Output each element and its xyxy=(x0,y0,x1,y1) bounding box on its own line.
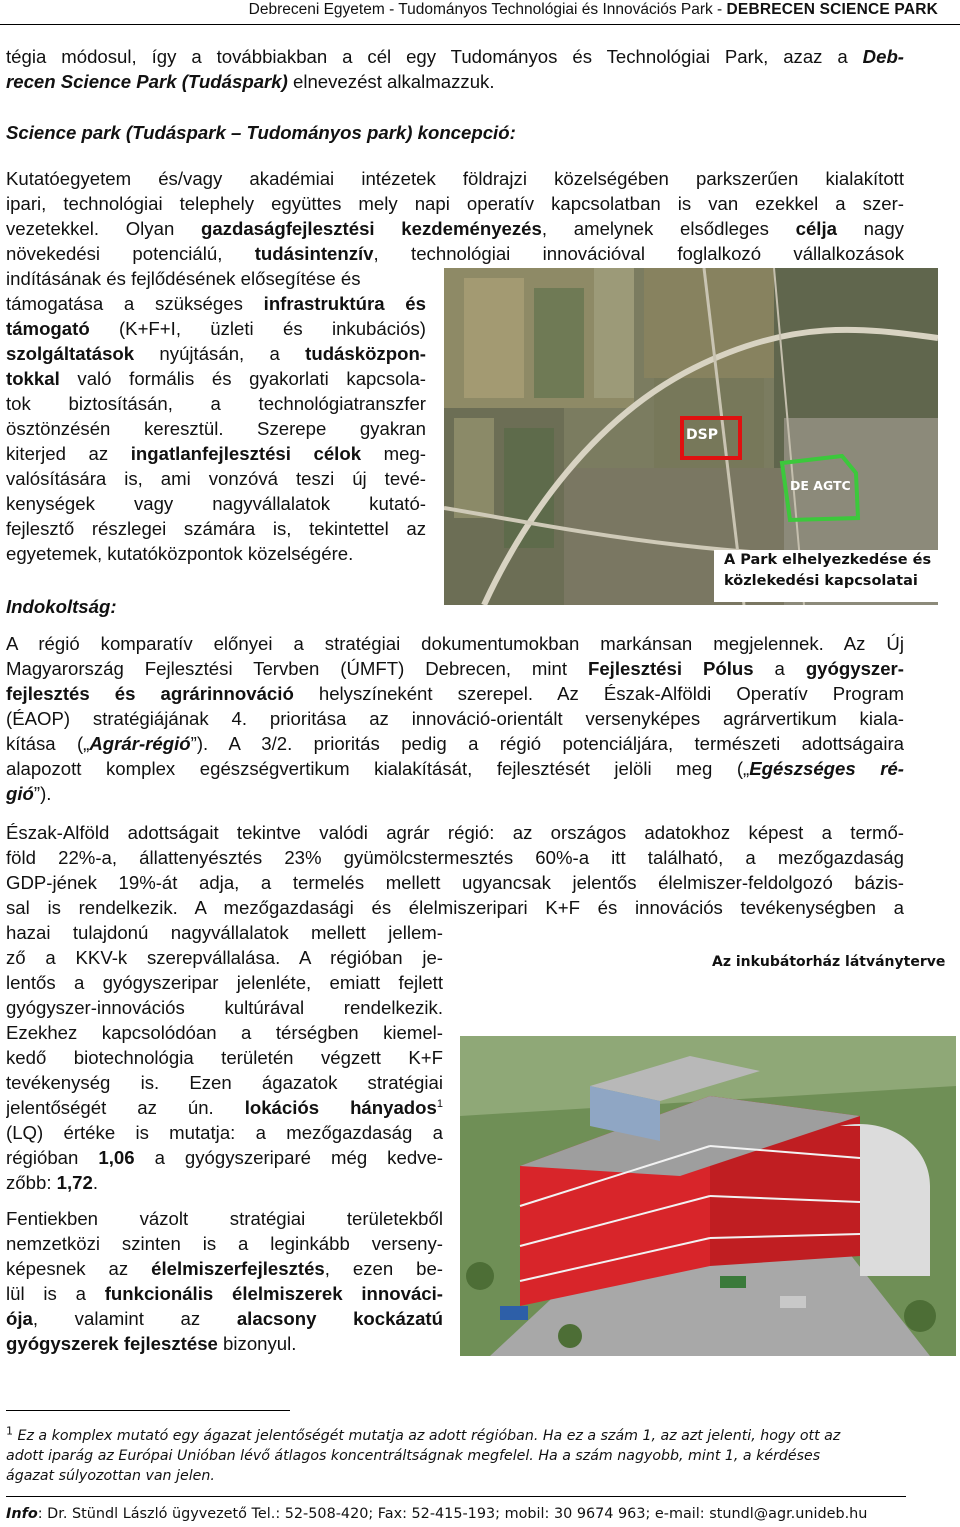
paragraph-line: (ÉAOP) stratégiájának 4. prioritása az innováció-orientált versenyképes agrárvertikum kiala- xyxy=(6,708,904,729)
paragraph-line: támogató (K+F+I, üzleti és inkubációs) xyxy=(6,318,426,339)
paragraph-line: alapozott komplex egészségvertikum kialakítását, fejlesztését jelöli meg („Egészséges ré- xyxy=(6,758,904,779)
footnote-line: adott iparág az Európai Unióban lévő átlagos koncentráltságnak megfelel. Ha a szám nagyobb, mint 1, a kérdéses xyxy=(6,1448,821,1464)
paragraph-line: ipari, technológiai telephely együttes mely napi operatív kapcsolatban is van ezekkel a szer- xyxy=(6,193,904,214)
paragraph-line: régióban 1,06 a gyógyszeriparé még kedve- xyxy=(6,1147,443,1168)
building-illustration xyxy=(460,976,956,1356)
paragraph-line: ösztönzésén keresztül. Szerepe gyakran xyxy=(6,418,426,439)
paragraph-line: tevékenység is. Ezen ágazatok stratégiai xyxy=(6,1072,443,1093)
paragraph-line: kedő biotechnológia területén végzett K+F xyxy=(6,1047,443,1068)
footnote-number: 1 xyxy=(6,1424,13,1438)
paragraph-line: tok biztosításán, a technológiatranszfer xyxy=(6,393,426,414)
footnote-ref[interactable]: 1 xyxy=(436,1097,443,1110)
running-header xyxy=(0,0,960,25)
footer-contact[interactable]: : Dr. Stündl László ügyvezető Tel.: 52-508-420; Fax: 52-415-193; mobil: 30 9674 963; e-mail: stundl@agr.unideb.hu xyxy=(37,1506,868,1522)
paragraph-line: kiterjed az ingatlanfejlesztési célok meg- xyxy=(6,443,426,464)
footer-info xyxy=(6,1506,867,1522)
paragraph-line: Ezekhez kapcsolódóan a térségben kiemel- xyxy=(6,1022,443,1043)
paragraph-line: lül is a funkcionális élelmiszerek innováci- xyxy=(6,1283,443,1304)
paragraph-line: valósítására is, ami vonzóvá teszi új tevé- xyxy=(6,468,426,489)
park-location-map xyxy=(444,268,938,605)
paragraph-line: (LQ) értéke is mutatja: a mezőgazdaság a xyxy=(6,1122,443,1143)
paragraph-line: sal is rendelkezik. A mezőgazdasági és élelmiszeripari K+F és innovációs tevékenységben a xyxy=(6,897,904,918)
paragraph-line: növekedési potenciálú, tudásintenzív, technológiai innovációval foglalkozó vállalkozások xyxy=(6,243,904,264)
paragraph-line: gyógyszer-innovációs kultúrával rendelkezik. xyxy=(6,997,443,1018)
paragraph-line: vezetekkel. Olyan gazdaságfejlesztési kezdeményezés, amelynek elsődleges célja nagy xyxy=(6,218,904,239)
header-brand: DEBRECEN SCIENCE PARK xyxy=(726,1,938,18)
indoklas-heading: Indokoltság: xyxy=(6,596,117,617)
map-caption-line: A Park elhelyezkedése és xyxy=(724,552,932,568)
car-icon xyxy=(780,1296,806,1308)
paragraph-line: kenységek vagy nagyvállalatok kutató- xyxy=(6,493,426,514)
paragraph-line: lentős a gyógyszeripar jelenléte, emiatt fejlett xyxy=(6,972,443,993)
paragraph-line: indításának és fejlődésének elősegítése és xyxy=(6,268,361,289)
paragraph-line: föld 22%-a, állattenyésztés 23% gyümölcstermesztés 60%-a itt található, a mezőgazdaság xyxy=(6,847,904,868)
paragraph-line: tokkal való formális és gyakorlati kapcsola- xyxy=(6,368,426,389)
dsp-label: DSP xyxy=(686,427,718,443)
paragraph-line: kítása („Agrár-régió”). A 3/2. prioritás pedig a régió potenciáljára, természeti adottságaira xyxy=(6,733,904,754)
paragraph-line: zőbb: 1,72. xyxy=(6,1172,99,1193)
car-icon xyxy=(720,1276,746,1288)
paragraph-line: fejlesztő részlegei számára is, tekintettel az xyxy=(6,518,426,539)
paragraph-line: szolgáltatások nyújtásán, a tudásközpon- xyxy=(6,343,426,364)
paragraph-line: gió”). xyxy=(6,783,52,804)
footer-divider xyxy=(6,1496,906,1497)
paragraph-line: tégia módosul, így a továbbiakban a cél egy Tudományos és Technológiai Park, azaz a Deb- xyxy=(6,46,904,67)
paragraph-line: ző a KKV-k szerepvállalása. A régióban je- xyxy=(6,947,443,968)
paragraph-line: Fentiekben vázolt stratégiai területekből xyxy=(6,1208,443,1229)
paragraph-line: gyógyszerek fejlesztése bizonyul. xyxy=(6,1333,297,1354)
paragraph-line: egyetemek, kutatóközpontok közelségére. xyxy=(6,543,354,564)
incubator-rendering xyxy=(460,934,956,1356)
agtc-label: DE AGTC xyxy=(790,478,851,493)
concept-heading: Science park (Tudáspark – Tudományos park) koncepció: xyxy=(6,122,516,143)
car-icon xyxy=(500,1306,528,1320)
paragraph-line: jelentőségét az ún. lokációs hányados$^1$ xyxy=(6,1097,443,1118)
footnote-line: ágazat súlyozottan van jelen. xyxy=(6,1468,215,1484)
paragraph-line: Észak-Alföld adottságait tekintve valódi agrár régió: az országos adatokhoz képest a termő- xyxy=(6,822,904,843)
paragraph-line: Magyarország Fejlesztési Tervben (ÚMFT) Debrecen, mint Fejlesztési Pólus a gyógyszer- xyxy=(6,658,904,679)
paragraph-line: recen Science Park (Tudáspark) elnevezést alkalmazzuk. xyxy=(6,71,495,92)
building-caption: Az inkubátorház látványterve xyxy=(712,954,946,970)
paragraph-line: képesnek az élelmiszerfejlesztés, ezen be- xyxy=(6,1258,443,1279)
footnote-divider xyxy=(6,1410,290,1411)
footnote: $^1$ Ez a komplex mutató egy ágazat jelentőségét mutatja az adott régióban. Ha ez a szám 1, az azt jelenti, hogy ott az xyxy=(6,1424,841,1444)
paragraph-line: ója, valamint az alacsony kockázatú xyxy=(6,1308,443,1329)
paragraph-line: Kutatóegyetem és/vagy akadémiai intézetek földrajzi közelségében parkszerűen kialakított xyxy=(6,168,904,189)
paragraph-line: nemzetközi szinten is a leginkább verseny- xyxy=(6,1233,443,1254)
header-text: Debreceni Egyetem - Tudományos Technológiai és Innovációs Park - DEBRECEN SCIENCE PARK xyxy=(248,1,938,18)
paragraph-line: GDP-jének 19%-át adja, a termelés mellett ugyancsak jelentős élelmiszer-feldolgozó bázis- xyxy=(6,872,904,893)
map-caption-line: közlekedési kapcsolatai xyxy=(724,573,918,589)
paragraph-line: fejlesztés és agrárinnováció helyszíneként szerepel. Az Észak-Alföldi Operatív Program xyxy=(6,683,904,704)
footer-label: Info xyxy=(6,1506,38,1522)
paragraph-line: hazai tulajdonú nagyvállalatok mellett jellem- xyxy=(6,922,443,943)
paragraph-line: A régió komparatív előnyei a stratégiai dokumentumokban markánsan megjelennek. Az Új xyxy=(6,633,904,654)
paragraph-line: támogatása a szükséges infrastruktúra és xyxy=(6,293,426,314)
